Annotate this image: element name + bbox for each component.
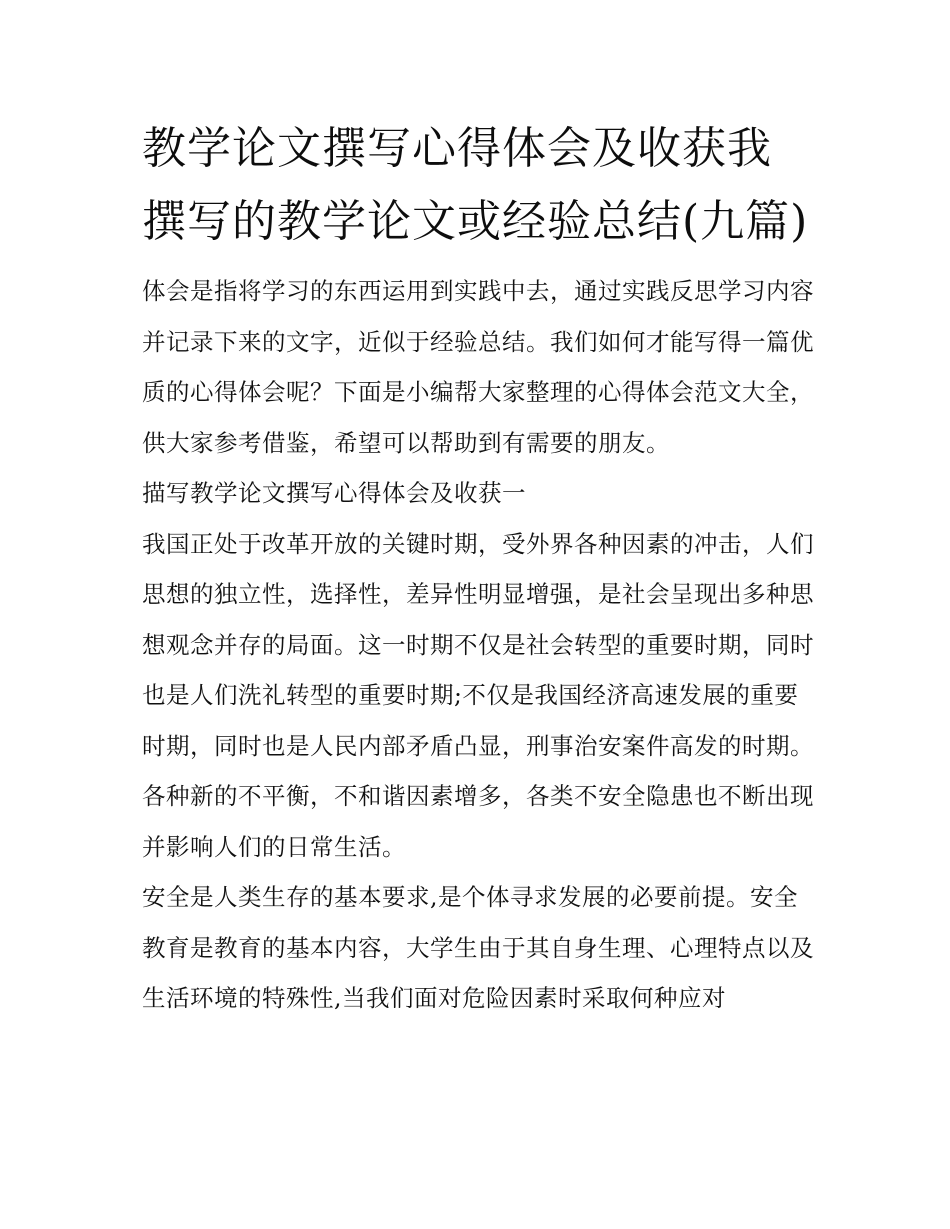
intro-paragraph: 体会是指将学习的东西运用到实践中去，通过实践反思学习内容并记录下来的文字，近似于经验总结。我们如何才能写得一篇优质的心得体会呢？下面是小编帮大家整理的心得体会范文大全，供大家参考借鉴，希望可以帮助到有需要的朋友。 [142,277,814,457]
body-paragraph: 我国正处于改革开放的关键时期，受外界各种因素的冲击，人们思想的独立性，选择性，差异性明显增强，是社会呈现出多种思想观念并存的局面。这一时期不仅是社会转型的重要时期，同时也是人们洗礼转型的重要时期;不仅是我国经济高速发展的重要时期，同时也是人民内部矛盾凸显，刑事治安案件高发的时期。各种新的不平衡，不和谐因素增多，各类不安全隐患也不断出现并影响人们的日常生活。 [142,529,814,861]
section-heading: 描写教学论文撰写心得体会及收获一 [142,479,526,507]
document-title: 教学论文撰写心得体会及收获我撰写的教学论文或经验总结(九篇) [142,123,809,247]
body-paragraph: 安全是人类生存的基本要求,是个体寻求发展的必要前提。安全教育是教育的基本内容，大学生由于其自身生理、心理特点以及生活环境的特殊性,当我们面对危险因素时采取何种应对 [142,883,814,1012]
document-body [142,112,814,1024]
